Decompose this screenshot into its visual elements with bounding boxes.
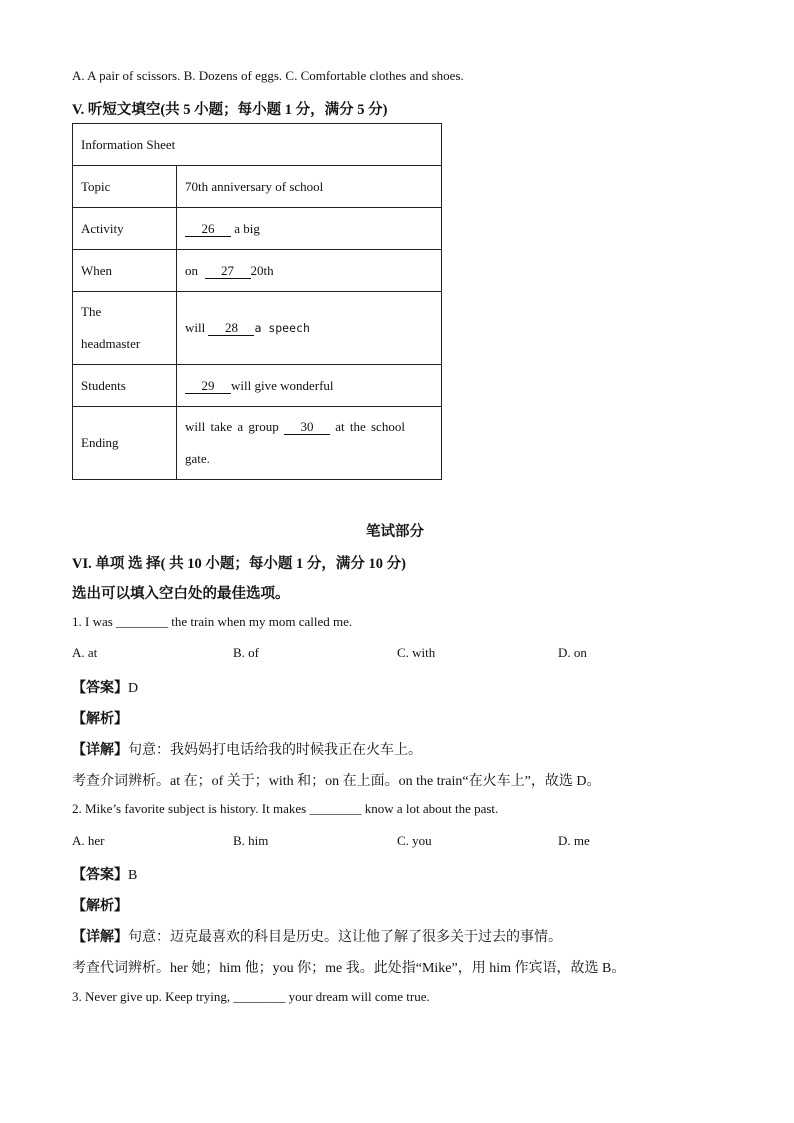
detail-line (72, 926, 562, 946)
blank-27[interactable]: 27 (205, 264, 251, 279)
detail-label: 【详解】 (72, 930, 128, 945)
value-text: gate. (185, 451, 210, 466)
written-part-heading: 笔试部分 (366, 524, 424, 540)
previous-question-options: A. A pair of scissors. B. Dozens of eggs. C. Comfortable clothes and shoes. (72, 68, 464, 83)
value-text: at the school (329, 419, 405, 434)
table-row (73, 407, 442, 480)
option-d[interactable]: D. me (558, 833, 590, 848)
value-text: on (185, 262, 202, 278)
answer-line (72, 677, 138, 697)
instruction: 选出可以填入空白处的最佳选项。 (72, 586, 290, 602)
value-text: a big (231, 220, 260, 236)
detail-line (72, 739, 422, 759)
row-value (177, 250, 442, 292)
answer-line (72, 864, 137, 884)
value-text: will (185, 320, 209, 335)
blank-30[interactable]: 30 (284, 420, 330, 435)
row-key: Ending (73, 407, 177, 480)
answer-value: B (128, 868, 138, 883)
option-b[interactable]: B. him (233, 833, 269, 848)
blank-29[interactable]: 29 (185, 379, 231, 394)
answer-value: D (128, 681, 139, 696)
row-value (177, 292, 442, 365)
question-2-stem: 2. Mike’s favorite subject is history. It makes ________ know a lot about the past. (72, 801, 499, 816)
detail-label: 【详解】 (72, 743, 128, 758)
blank-28[interactable]: 28 (208, 321, 254, 336)
option-a[interactable]: A. her (72, 833, 105, 848)
analysis-label: 【解析】 (72, 899, 128, 914)
explanation: 考查介词辨析。at 在；of 关于；with 和；on 在上面。on the train“在火车上”，故选 D。 (72, 774, 601, 789)
value-text: will give wonderful (231, 377, 334, 393)
row-key: When (73, 250, 177, 292)
section-5-title: V. 听短文填空(共 5 小题；每小题 1 分，满分 5 分) (72, 102, 388, 118)
detail-text: 句意：我妈妈打电话给我的时候我正在火车上。 (128, 743, 422, 758)
row-key: Topic (73, 166, 177, 208)
row-value (177, 208, 442, 250)
table-title: Information Sheet (73, 124, 442, 166)
table-row (73, 292, 442, 365)
value-text: will take a group (185, 419, 284, 434)
row-value (177, 365, 442, 407)
row-value: 70th anniversary of school (177, 166, 442, 208)
table-row (73, 250, 442, 292)
answer-label: 【答案】 (72, 868, 128, 883)
option-b[interactable]: B. of (233, 645, 259, 660)
question-3-stem: 3. Never give up. Keep trying, ________ your dream will come true. (72, 989, 430, 1004)
row-key: Activity (73, 208, 177, 250)
key-line-1: The (81, 304, 102, 319)
option-c[interactable]: C. you (397, 833, 432, 848)
answer-label: 【答案】 (72, 681, 128, 696)
information-sheet-table (72, 123, 442, 480)
analysis-label: 【解析】 (72, 712, 128, 727)
option-a[interactable]: A. at (72, 645, 98, 660)
value-text: a speech (254, 321, 310, 335)
table-row (73, 365, 442, 407)
option-c[interactable]: C. with (397, 645, 436, 660)
table-row (73, 166, 442, 208)
key-line-2: headmaster (81, 336, 141, 351)
table-row (73, 208, 442, 250)
detail-text: 句意：迈克最喜欢的科目是历史。这让他了解了很多关于过去的事情。 (128, 930, 562, 945)
row-value (177, 407, 442, 480)
row-key: Students (73, 365, 177, 407)
explanation: 考查代词辨析。her 她；him 他；you 你；me 我。此处指“Mike”，用 him 作宾语，故选 B。 (72, 961, 626, 976)
question-1-stem: 1. I was ________ the train when my mom called me. (72, 614, 353, 629)
option-d[interactable]: D. on (558, 645, 587, 660)
blank-26[interactable]: 26 (185, 222, 231, 237)
section-6-title: VI. 单项 选 择( 共 10 小题；每小题 1 分，满分 10 分) (72, 556, 406, 572)
value-text: 20th (250, 262, 274, 278)
row-key (73, 292, 177, 365)
